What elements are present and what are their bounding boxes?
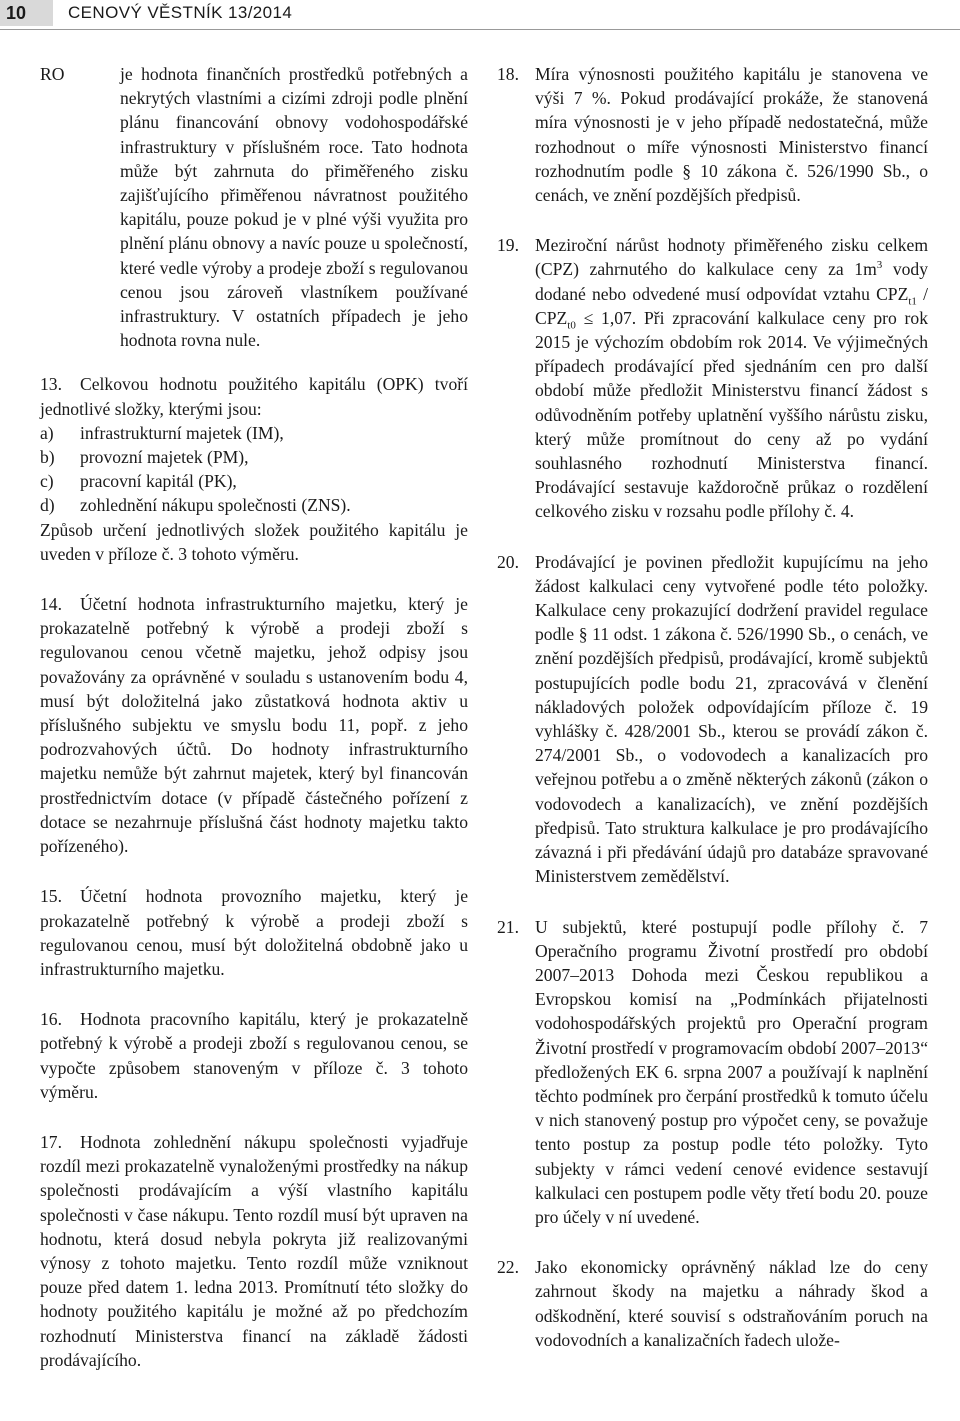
paragraph-number: 17. (40, 1131, 62, 1152)
list-item: c) pracovní kapitál (PK), (40, 471, 237, 492)
page-header (0, 0, 960, 30)
paragraph-text: U subjektů, které postupují podle přílohy č. 7 Operačního programu Životní prostředí pro období 2007–2013 Dohoda mezi Českou republikou a Evropskou komisí na „Podmínkách přijatelnosti vodohospodářských projektů pro Operační program Životní prostředí v programovacím období 2007–2013“ předložených EK 6. srpna 2007 a používají k naplnění těchto podmínek pro čerpání prostředků k tomuto účelu v nich stanovený postup pro výpočet ceny, se považuje tento postup za postup podle této položky. Tyto subjekty v rámci vedení cenové evidence sestavují kalkulaci cen postupem podle věty třetí bodu 20. pouze pro účely v ní uvedené. (535, 916, 928, 1227)
paragraph-number: 14. (40, 594, 62, 615)
paragraph-16 (40, 1007, 468, 1104)
paragraph-number: 21. (497, 916, 519, 937)
list-item: b) provozní majetek (PM), (40, 447, 249, 468)
paragraph-number: 16. (40, 1009, 62, 1030)
list-item: a) infrastrukturní majetek (IM), (40, 422, 284, 443)
paragraph-17 (40, 1130, 468, 1372)
paragraph-20 (497, 550, 928, 889)
paragraph-22 (497, 1255, 928, 1352)
paragraph-number: 15. (40, 886, 62, 907)
paragraph-intro: Celkovou hodnotu použitého kapitálu (OPK) tvoří jednotlivé složky, kterými jsou: (40, 374, 468, 419)
paragraph-19 (497, 233, 928, 523)
paragraph-text: Prodávající je povinen předložit kupujícímu na jeho žádost kalkulaci ceny vytvořené podle této položky. Kalkulace ceny prokazující dodržení pravidel regulace podle § 11 odst. 1 zákona č. 526/1990 Sb., o cenách, ve znění pozdějších předpisů, prodávající, kromě subjektů postupujících podle bodu 21, zpracovává v členění nákladových položek odpovídajícím příloze č. 19 vyhlášky č. 428/2001 Sb., kterou se provádí zákon č. 274/2001 Sb., o vodovodech a kanalizacích pro veřejnou potřebu a o změně některých zákonů (zákon o vodovodech a kanalizacích), ve znění pozdějších předpisů. Tato struktura kalkulace je pro prodávajícího závazná i při předávání údajů pro databáze spravované Ministerstvem zemědělství. (535, 551, 928, 887)
paragraph-text: Účetní hodnota provozního majetku, který je prokazatelně potřebný k výrobě a prodeji zboží s regulovanou cenou, musí být doložitelná obdobně jako u infrastrukturního majetku. (40, 886, 468, 979)
paragraph-text: Hodnota pracovního kapitálu, který je prokazatelně potřebný k výrobě a prodeji zboží s regulovanou cenou, se vypočte způsobem stanoveným v příloze č. 3 tohoto výměru. (40, 1009, 468, 1102)
left-column (40, 62, 468, 1398)
paragraph-13 (40, 372, 468, 566)
paragraph-number: 20. (497, 551, 519, 572)
paragraph-number: 19. (497, 235, 519, 256)
journal-title: CENOVÝ VĚSTNÍK 13/2014 (68, 3, 293, 22)
paragraph-15 (40, 884, 468, 981)
paragraph-tail: Způsob určení jednotlivých složek použitého kapitálu je uveden v příloze č. 3 tohoto výměru. (40, 519, 468, 564)
page-number: 10 (0, 0, 53, 26)
paragraph-text: Jako ekonomicky oprávněný náklad lze do ceny zahrnout škody na majetku a náhrady škod a odškodnění, které souvisí s odstraňováním poruch na vodovodních a kanalizačních řadech ulože- (535, 1257, 928, 1350)
list-item: d) zohlednění nákupu společnosti (ZNS). (40, 495, 351, 516)
paragraph-text: Meziroční nárůst hodnoty přiměřeného zisku celkem (CPZ) zahrnutého do kalkulace ceny za $1m^3$ vody dodané nebo odvedené musí odpovídat vztahu $CPZ_{t1} / CPZ_{t0} \le 1,07$. Při zpracování kalkulace ceny pro rok 2015 je výchozím obdobím rok 2014. Ve výjimečných případech prodávající před sjednáním cen pro další období může předložit Ministerstvu financí žádost s odůvodněním potřeby uplatnění vyššího nárůstu zisku, který může promítnout do ceny až po vydání souhlasného rozhodnutí Ministerstva financí. Prodávající sestavuje každoročně průkaz o rozdělení celkového zisku v rozsahu podle přílohy č. 4. (535, 235, 929, 522)
paragraph-text: Účetní hodnota infrastrukturního majetku, který je prokazatelně potřebný k výrobě a prodeji zboží s regulovanou cenou včetně majetku, jehož odpisy jsou považovány za oprávněné v souladu s ustanovením bodu 4, musí být doložitelná jako zůstatková hodnota aktiv u příslušného subjektu ve smyslu bodu 11, popř. z jeho podrozvahových účtů. Do hodnoty infrastrukturního majetku nemůže být zahrnut majetek, který byl financován prostřednictvím dotace (v případě částečného pořízení z dotace se nezahrnuje příslušná část hodnoty majetku takto pořízeného). (40, 594, 468, 857)
header-rule (0, 29, 960, 30)
ro-label: RO (40, 64, 65, 84)
paragraph-number: 22. (497, 1257, 519, 1278)
paragraph-18 (497, 62, 928, 207)
paragraph-14 (40, 592, 468, 858)
ro-definition (40, 62, 468, 352)
right-column (497, 62, 928, 1378)
paragraph-text: Hodnota zohlednění nákupu společnosti vyjadřuje rozdíl mezi prokazatelně vynaloženými prostředky na nákup společnosti prodávajícím a výší vlastního kapitálu společnosti v čase nákupu. Tento rozdíl musí být upraven na hodnotu, která dosud nebyla pokryta již realizovanými výnosy z tohoto majetku. Tento rozdíl může vzniknout pouze před datem 1. ledna 2013. Promítnutí této složky do hodnoty použitého kapitálu je možné až po předchozím rozhodnutí Ministerstva financí na základě žádosti prodávajícího. (40, 1131, 468, 1370)
paragraph-number: 18. (497, 64, 519, 84)
paragraph-text: Míra výnosnosti použitého kapitálu je stanovena ve výši 7 %. Pokud prodávající prokáže, že stanovená míra výnosnosti je v jeho případě nedostatečná, může rozhodnout o míře výnosnosti Ministerstvo financí rozhodnutím podle § 10 zákona č. 526/1990 Sb., o cenách, ve znění pozdějších předpisů. (535, 64, 928, 206)
paragraph-21 (497, 915, 928, 1230)
ro-text: je hodnota finančních prostředků potřebných a nekrytých vlastními a cizími zdroji podle plnění plánu financování obnovy vodohospodářské infrastruktury v příslušném roce. Tato hodnota může být zahrnuta do přiměřeného zisku zajišťujícího přiměřenou návratnost použitého kapitálu, pouze pokud je v plné výši využita pro plnění plánu obnovy a navíc pouze u společností, které vedle výroby a prodeje zboží s regulovanou cenou jsou zároveň vlastníkem používané infrastruktury. V ostatních případech je jeho hodnota rovna nule. (120, 64, 468, 351)
paragraph-number: 13. (40, 374, 62, 395)
